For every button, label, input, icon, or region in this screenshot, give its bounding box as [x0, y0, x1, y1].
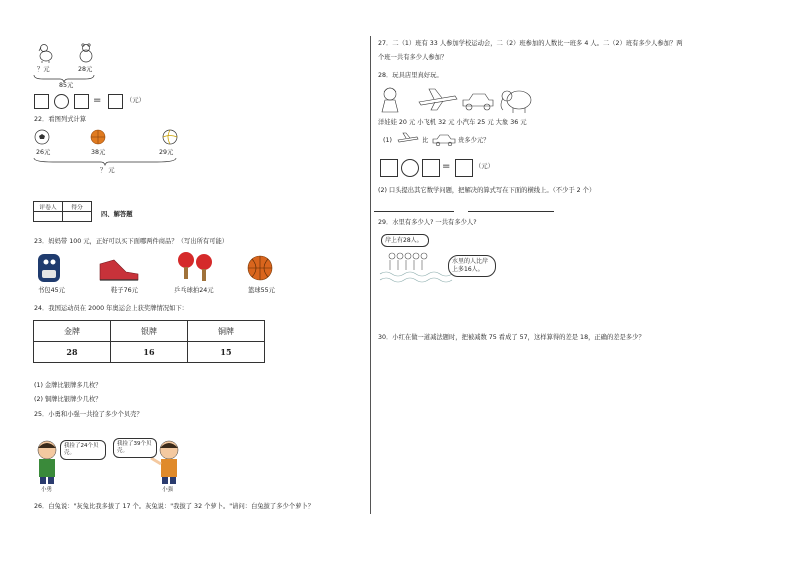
doll-icon	[382, 88, 398, 112]
balls-illustration	[34, 129, 184, 147]
unit-yuan: （元）	[126, 97, 145, 104]
total-unknown-label: ？ 元	[100, 167, 115, 174]
shoes-icon	[100, 260, 138, 280]
unit-yuan-r: （元）	[475, 163, 494, 170]
toys-illustration	[379, 86, 539, 114]
answer-box-2[interactable]	[74, 94, 89, 109]
answer-line-1[interactable]	[374, 211, 454, 212]
operator-circle-r[interactable]	[401, 159, 419, 177]
bag-price: 书包45元	[38, 287, 65, 294]
volleyball-icon	[163, 130, 177, 144]
question-24: 24．我国运动员在 2000 年奥运会上获奖牌情况如下：	[34, 305, 188, 312]
pingpong-paddle-icon	[178, 252, 212, 281]
question-22: 22．看图列式计算	[34, 116, 87, 123]
question-28-1-text: 贵多少元？	[458, 137, 490, 144]
shoes-price: 鞋子76元	[111, 287, 138, 294]
section-title: 四、解答题	[101, 211, 133, 218]
score-header: 得分	[63, 202, 92, 212]
score-label: 评卷人	[34, 202, 63, 212]
name-qiang: 小强	[162, 487, 174, 493]
name-yong: 小勇	[41, 487, 53, 493]
value-gold: 28	[34, 342, 111, 363]
header-silver: 银牌	[111, 321, 188, 342]
header-bronze: 铜牌	[188, 321, 265, 342]
question-30: 30．小红在做一道减法题时，把被减数 75 看成了 57，这样算得的差是 18，正确的差是多少？	[378, 334, 645, 341]
volleyball-price: 29元	[159, 149, 174, 156]
answer-line-2[interactable]	[468, 211, 554, 212]
elephant-icon	[501, 91, 531, 113]
soccer-price: 26元	[36, 149, 51, 156]
basketball-price: 38元	[91, 149, 106, 156]
basketball-icon-2	[248, 256, 272, 280]
soccer-ball-icon	[35, 130, 49, 144]
people-on-shore-icon	[389, 253, 427, 270]
boy-yong-icon	[38, 441, 56, 484]
score-cell-2[interactable]	[63, 212, 92, 222]
products-illustration	[34, 250, 274, 284]
value-bronze: 15	[188, 342, 265, 363]
operator-circle[interactable]	[54, 94, 69, 109]
car-small-icon	[432, 132, 456, 146]
speech-bubble-shore: 岸上有28人。	[381, 234, 429, 247]
children-illustration	[33, 438, 188, 486]
airplane-icon	[419, 89, 457, 110]
total-brace-icon	[33, 74, 95, 82]
speech-bubble-yong: 我捡了24个贝壳。	[60, 440, 106, 460]
question-28-2: (2) 口头提出其它数学问题，把解决的算式写在下面的横线上。（不少于 2 个）	[378, 187, 596, 194]
answer-box-r1[interactable]	[380, 159, 398, 177]
question-24-1: (1) 金牌比银牌多几枚？	[34, 382, 102, 389]
question-28-1-label: (1)	[383, 137, 392, 144]
question-26: 26．白兔说："灰兔比我多拔了 17 个。灰兔说："我拔了 32 个萝卜。"请问：白兔拔了多少个萝卜？	[34, 503, 315, 510]
question-28: 28．玩具店里真好玩。	[378, 72, 443, 79]
header-gold: 金牌	[34, 321, 111, 342]
medal-table	[33, 320, 265, 363]
answer-box-1[interactable]	[34, 94, 49, 109]
question-27-line2: 个班一共有多少人参加？	[378, 54, 448, 61]
car-icon	[463, 94, 493, 110]
answer-box-3[interactable]	[108, 94, 123, 109]
bear-icon	[80, 44, 92, 62]
answer-box-r2[interactable]	[422, 159, 440, 177]
bear-price-label: 28元	[78, 66, 93, 73]
basketball-icon	[91, 130, 105, 144]
score-cell-1[interactable]	[34, 212, 63, 222]
speech-bubble-qiang: 我捡了39个贝壳。	[113, 438, 157, 458]
speech-bubble-water: 水里的人比岸上多16人。	[448, 255, 496, 277]
question-27-line1: 27．二（1）班有 33 人参加学校运动会，二（2）班参加的人数比一班多 4 人。二（2）班有多少人参加？两	[378, 40, 683, 47]
score-table	[33, 201, 92, 222]
question-23: 23．妈妈带 100 元，正好可以买下面哪两件商品？（写出所有可能）	[34, 238, 229, 245]
value-silver: 16	[111, 342, 188, 363]
question-25: 25．小勇和小强一共捡了多少个贝壳？	[34, 411, 143, 418]
basketball-price-2: 篮球55元	[248, 287, 275, 294]
airplane-small-icon	[397, 132, 419, 146]
question-29: 29．水里有多少人? 一共有多少人?	[378, 219, 477, 226]
dog-icon	[39, 45, 52, 64]
compare-word: 比	[422, 137, 429, 144]
toy-prices: 洋娃娃 20 元 小飞机 32 元 小汽车 25 元 大象 36 元	[378, 119, 527, 126]
paddle-price: 乒乓球拍24元	[174, 287, 214, 294]
dog-and-bear-illustration	[34, 42, 94, 64]
question-24-2: (2) 铜牌比银牌少几枚？	[34, 396, 102, 403]
equals-sign: =	[93, 95, 102, 106]
school-bag-icon	[38, 254, 60, 282]
column-divider	[370, 36, 371, 514]
total-brace-icon-2	[33, 157, 177, 166]
total-price-label: 85元	[59, 82, 74, 89]
water-waves-icon	[380, 272, 452, 282]
answer-box-r3[interactable]	[455, 159, 473, 177]
equals-sign-r: =	[442, 161, 451, 172]
dog-price-label: ？元	[37, 66, 50, 73]
